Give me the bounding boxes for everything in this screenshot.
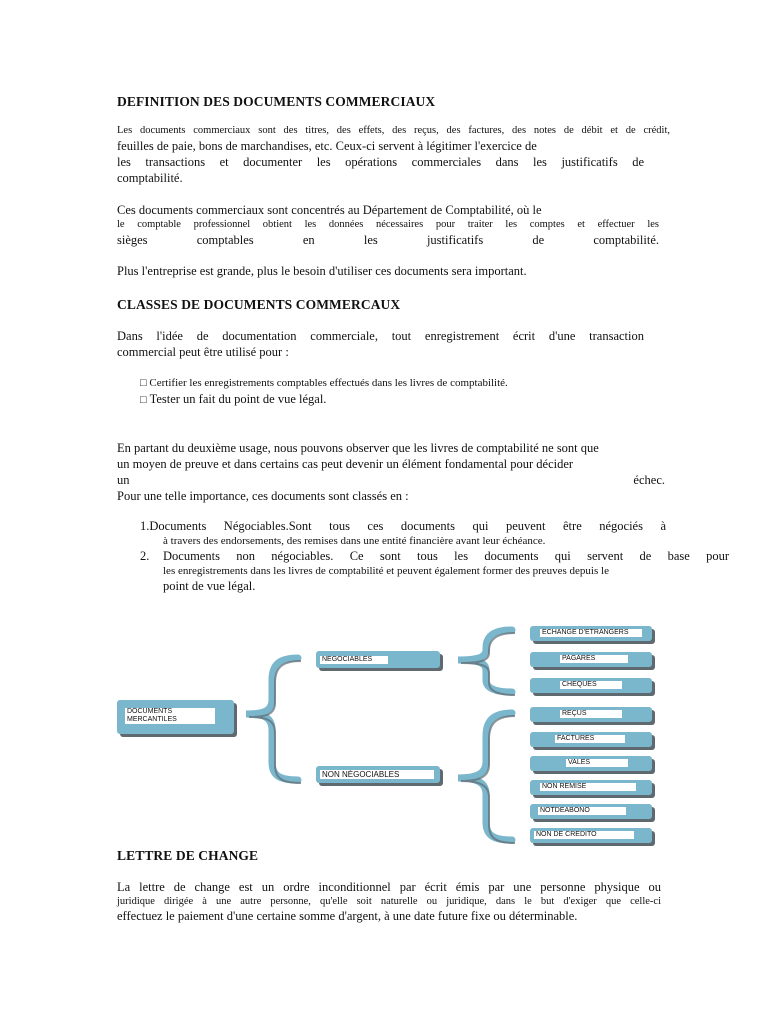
text-fragment: un bbox=[117, 473, 130, 487]
box-non-de-credito bbox=[530, 828, 652, 843]
text-line: comptabilité. bbox=[117, 171, 183, 185]
brace-main bbox=[246, 658, 298, 780]
heading-definition: DEFINITION DES DOCUMENTS COMMERCIAUX bbox=[117, 94, 436, 109]
text-line: juridique dirigée à une autre personne, qu'elle soit naturelle ou juridique, dans le but d'exiger que celle-ci bbox=[117, 896, 661, 907]
para-entreprise: Plus l'entreprise est grande, plus le besoin d'utiliser ces documents sera important. bbox=[117, 264, 527, 278]
text-line: le comptable professionnel obtient les données nécessaires pour traiter les comptes et effectuer les bbox=[117, 219, 659, 230]
box-label: NON DE CRÉDITO bbox=[534, 831, 634, 839]
box-label: CHEQUES bbox=[560, 681, 622, 689]
text-line: Pour une telle importance, ces documents sont classés en : bbox=[117, 489, 409, 503]
list-item-line: Documents non négociables. Ce sont tous les documents qui servent de base pour bbox=[163, 549, 729, 563]
text-line: effectuez le paiement d'une certaine somme d'argent, à une date future fixe ou déterminable. bbox=[117, 909, 578, 923]
box-vales bbox=[530, 756, 652, 771]
heading-lettre-de-change: LETTRE DE CHANGE bbox=[117, 848, 259, 863]
checkbox-icon: □ bbox=[140, 377, 147, 389]
box-label: NOTDEABONO bbox=[538, 807, 626, 815]
box-documents-mercantiles bbox=[117, 700, 234, 734]
list-number: 1. bbox=[140, 519, 150, 533]
list-item-line: les enregistrements dans les livres de comptabilité et peuvent également former des preuves depuis le bbox=[163, 565, 609, 577]
box-label: NEGOCIABLES bbox=[320, 656, 388, 664]
list-text: Documents Négociables.Sont tous ces documents qui peuvent être négociés à bbox=[149, 519, 666, 533]
text-line: Les documents commerciaux sont des titres, des effets, des reçus, des factures, des notes de débit et de crédit, bbox=[117, 125, 670, 136]
box-negociables bbox=[316, 651, 440, 668]
box-label: REÇUS bbox=[560, 710, 622, 718]
bullet-text: Certifier les enregistrements comptables effectués dans les livres de comptabilité. bbox=[149, 377, 508, 389]
box-non-negociables bbox=[316, 766, 440, 783]
text-fragment: échec. bbox=[633, 473, 665, 487]
text-line: un moyen de preuve et dans certains cas peut devenir un élément fondamental pour décider bbox=[117, 457, 574, 471]
text-line: commercial peut être utilisé pour : bbox=[117, 345, 289, 359]
box-recus bbox=[530, 707, 652, 722]
text-line: La lettre de change est un ordre inconditionnel par écrit émis par une personne physique ou bbox=[117, 880, 661, 894]
box-label: VALES bbox=[566, 759, 628, 767]
heading-classes: CLASSES DE DOCUMENTS COMMERCAUX bbox=[117, 297, 401, 312]
text-line: En partant du deuxième usage, nous pouvons observer que les livres de comptabilité ne sont que bbox=[117, 441, 599, 455]
box-non-remise bbox=[530, 780, 652, 795]
box-label: ECHANGE D'ETRANGERS bbox=[540, 629, 642, 637]
checkbox-icon: □ bbox=[140, 394, 147, 406]
box-label: NON REMISE bbox=[540, 783, 636, 791]
text-line: sièges comptables en les justificatifs de comptabilité. bbox=[117, 233, 659, 247]
list-number: 2. bbox=[140, 549, 150, 563]
text-line: Ces documents commerciaux sont concentrés au Département de Comptabilité, où le bbox=[117, 203, 542, 217]
box-pagares bbox=[530, 652, 652, 667]
box-echange-etrangers bbox=[530, 626, 652, 641]
text-line: Dans l'idée de documentation commerciale, tout enregistrement écrit d'une transaction bbox=[117, 329, 644, 343]
box-label: PAGARES bbox=[560, 655, 628, 663]
box-cheques bbox=[530, 678, 652, 693]
brace-negotiable bbox=[458, 630, 512, 692]
list-item-line: à travers des endorsements, des remises dans une entité financière avant leur échéance. bbox=[163, 535, 546, 547]
list-item-line: point de vue légal. bbox=[163, 579, 256, 593]
box-factures bbox=[530, 732, 652, 747]
text-line: feuilles de paie, bons de marchandises, etc. Ceux-ci servent à légitimer l'exercice de bbox=[117, 139, 537, 153]
box-label: NON NÉGOCIABLES bbox=[320, 770, 434, 779]
para-lettre-de-change bbox=[117, 879, 661, 925]
box-label: FACTURES bbox=[555, 735, 625, 743]
box-label: MERCANTILES bbox=[125, 716, 215, 724]
box-label: DOCUMENTS bbox=[125, 708, 215, 716]
text-line: les transactions et documenter les opérations commerciales dans les justificatifs de bbox=[117, 155, 644, 169]
box-notdeabono bbox=[530, 804, 652, 819]
bullet-text: Tester un fait du point de vue légal. bbox=[149, 392, 327, 406]
